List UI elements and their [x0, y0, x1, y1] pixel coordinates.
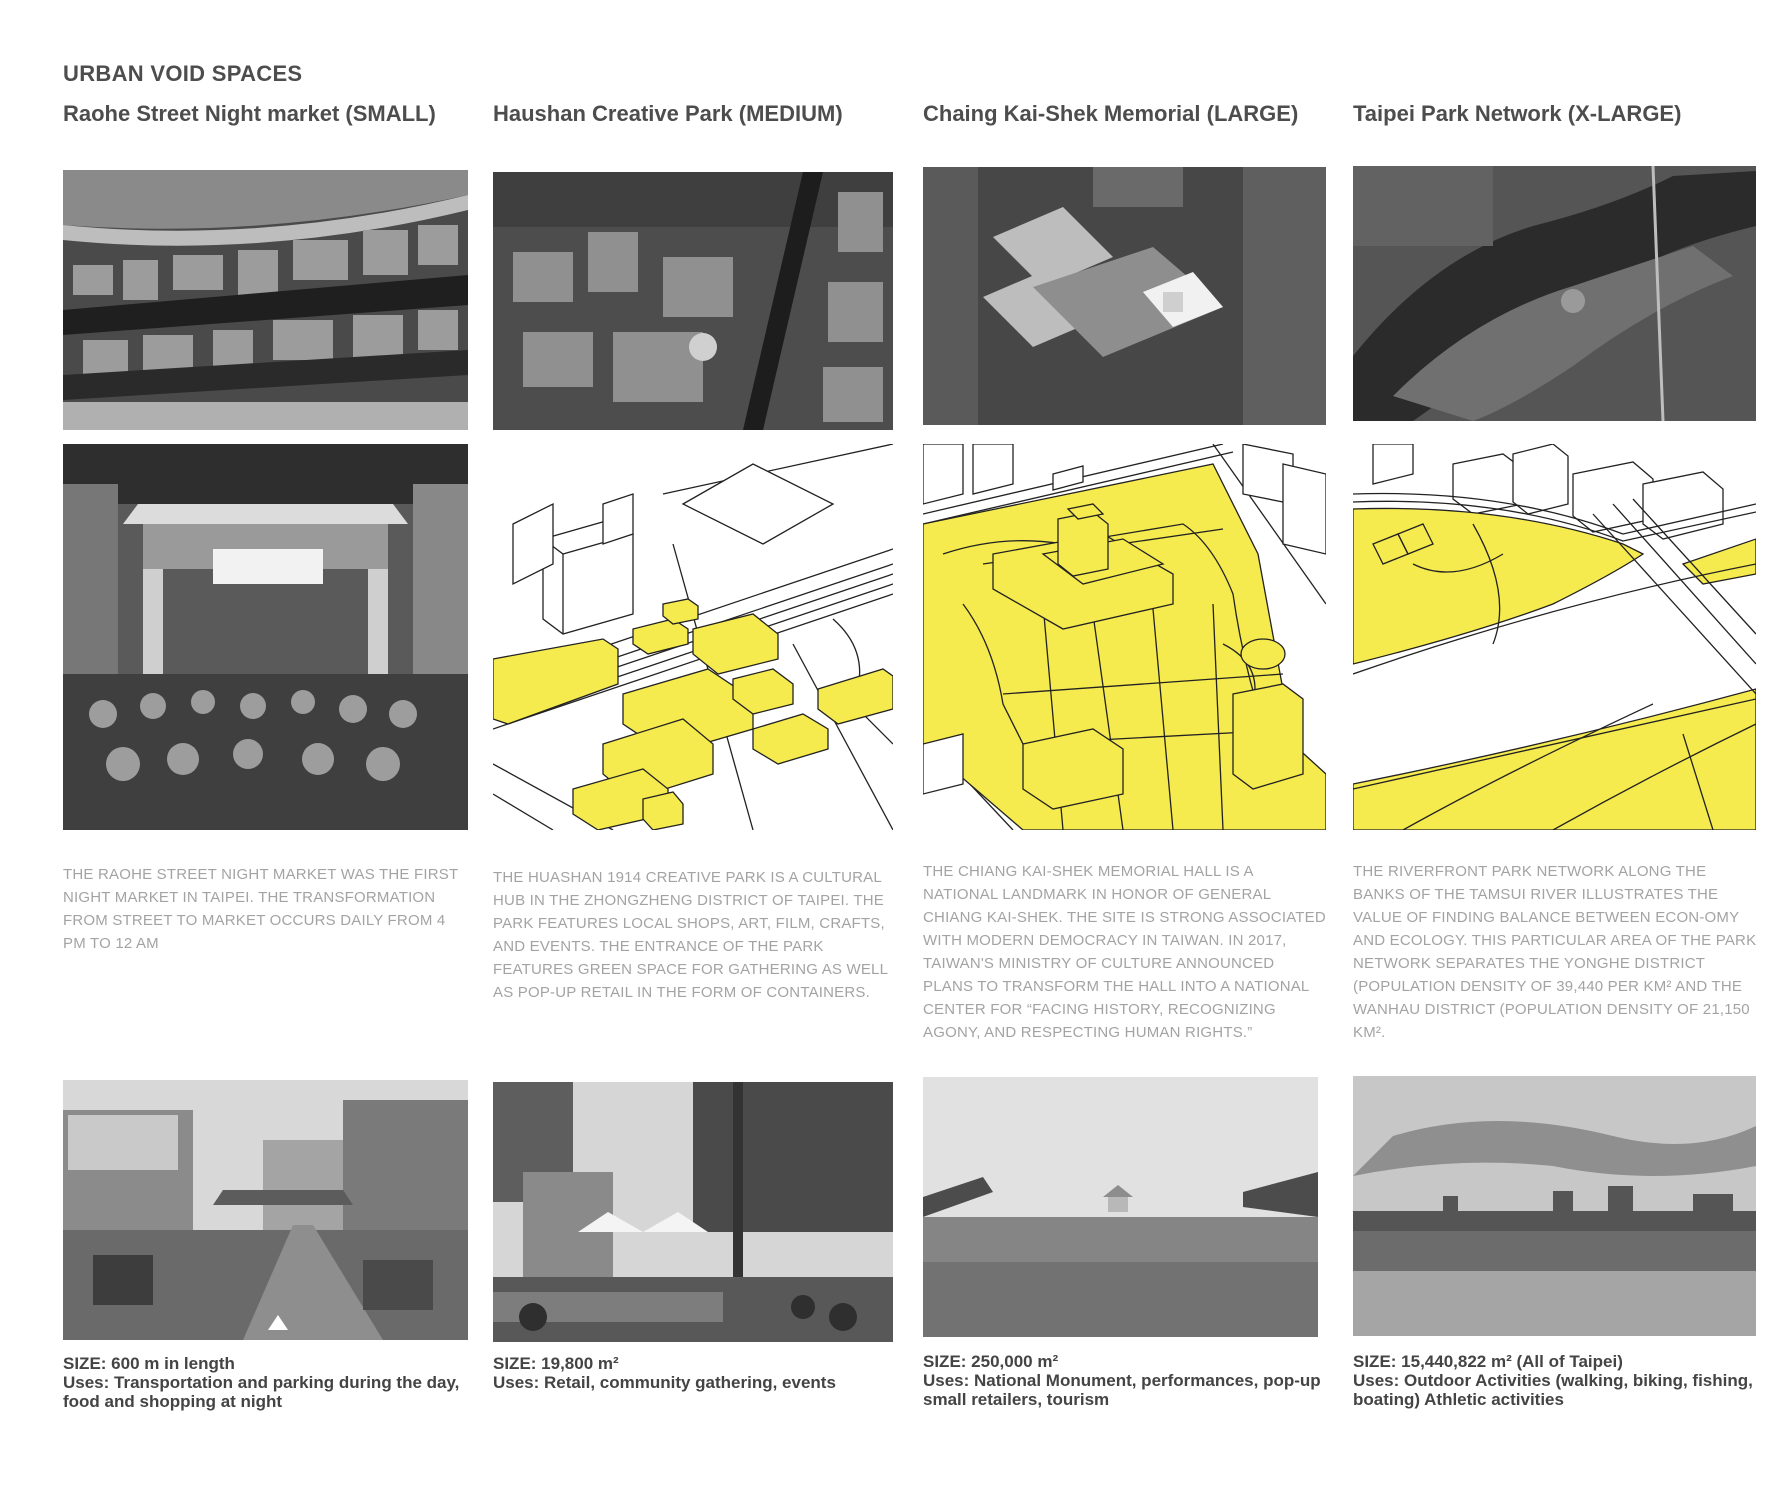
description-huashan: THE HUASHAN 1914 CREATIVE PARK IS A CULTURAL HUB IN THE ZHONGZHENG DISTRICT OF TAIPEI. THE PARK FEATURES LOCAL SHOPS, ART, FILM, CRAFTS, AND EVENTS. THE ENTRANCE OF THE PARK FEATURES GREEN SPACE FOR GATHERING AS WELL AS POP-UP RETAIL IN THE FORM OF CONTAINERS. [493, 869, 888, 1001]
uses-park-network: Uses: Outdoor Activities (walking, biking, fishing, boating) Athletic activities [1353, 1371, 1753, 1409]
aerial-photo-cks-memorial [923, 167, 1326, 425]
column-heading-raohe: Raohe Street Night market (SMALL) [63, 101, 436, 126]
street-photo-huashan [493, 1082, 893, 1342]
aerial-photo-park-network [1353, 166, 1756, 421]
riverfront-photo-park-network [1353, 1076, 1756, 1336]
street-photo-raohe-gate [63, 444, 468, 830]
plaza-photo-cks-memorial [923, 1077, 1318, 1337]
size-raohe: SIZE: 600 m in length [63, 1354, 235, 1373]
column-heading-park-network: Taipei Park Network (X-LARGE) [1353, 101, 1682, 126]
axonometric-diagram-park-network [1353, 444, 1756, 830]
stats-cks-memorial [923, 1352, 1323, 1409]
uses-raohe: Uses: Transportation and parking during the day, food and shopping at night [63, 1373, 460, 1411]
stats-park-network [1353, 1352, 1758, 1409]
stats-huashan [493, 1354, 893, 1392]
axonometric-diagram-cks-memorial [923, 444, 1326, 830]
uses-huashan: Uses: Retail, community gathering, events [493, 1373, 836, 1392]
street-photo-raohe-day [63, 1080, 468, 1340]
column-heading-huashan: Haushan Creative Park (MEDIUM) [493, 101, 843, 126]
description-raohe: THE RAOHE STREET NIGHT MARKET WAS THE FIRST NIGHT MARKET IN TAIPEI. THE TRANSFORMATION FROM STREET TO MARKET OCCURS DAILY FROM 4 PM TO 12 AM [63, 866, 459, 952]
aerial-photo-huashan [493, 172, 893, 430]
description-park-network: THE RIVERFRONT PARK NETWORK ALONG THE BANKS OF THE TAMSUI RIVER ILLUSTRATES THE VALUE OF FINDING BALANCE BETWEEN ECON-OMY AND ECOLOGY. THIS PARTICULAR AREA OF THE PARK NETWORK SEPARATES THE YONGHE DISTRICT (POPULATION DENSITY OF 39,440 PER KM² AND THE WANHAU DISTRICT (POPULATION DENSITY OF 21,150 KM². [1353, 863, 1757, 1041]
size-park-network: SIZE: 15,440,822 m² (All of Taipei) [1353, 1352, 1623, 1371]
aerial-photo-raohe [63, 170, 468, 430]
stats-raohe [63, 1354, 483, 1411]
column-heading-cks-memorial: Chaing Kai-Shek Memorial (LARGE) [923, 101, 1299, 126]
page-title: URBAN VOID SPACES [63, 61, 303, 86]
description-cks-memorial: THE CHIANG KAI-SHEK MEMORIAL HALL IS A NATIONAL LANDMARK IN HONOR OF GENERAL CHIANG KAI-SHEK. THE SITE IS STRONG ASSOCIATED WITH MODERN DEMOCRACY IN TAIWAN. IN 2017, TAIWAN'S MINISTRY OF CULTURE ANNOUNCED PLANS TO TRANSFORM THE HALL INTO A NATIONAL CENTER FOR “FACING HISTORY, RECOGNIZING AGONY, AND RESPECTING HUMAN RIGHTS.” [923, 863, 1326, 1041]
size-cks-memorial: SIZE: 250,000 m² [923, 1352, 1059, 1371]
axonometric-diagram-huashan [493, 444, 893, 830]
size-huashan: SIZE: 19,800 m² [493, 1354, 619, 1373]
uses-cks-memorial: Uses: National Monument, performances, pop-up small retailers, tourism [923, 1371, 1321, 1409]
